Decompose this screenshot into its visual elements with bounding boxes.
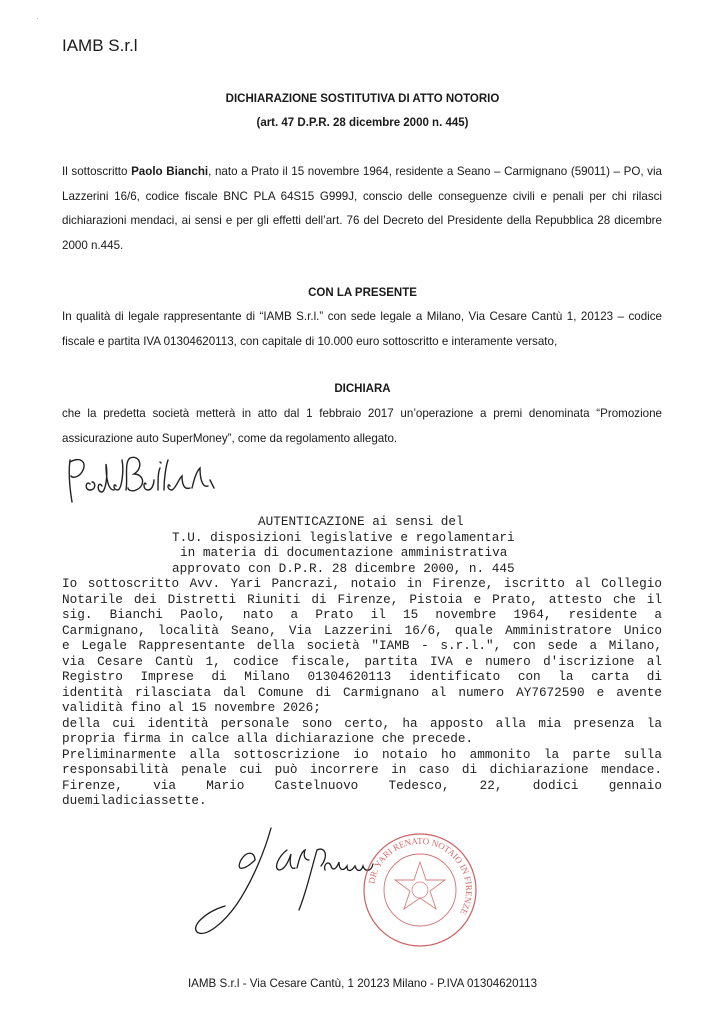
document-subtitle: (art. 47 D.P.R. 28 dicembre 2000 n. 445) bbox=[256, 117, 469, 129]
auth-header-line: AUTENTICAZIONE ai sensi del bbox=[258, 514, 464, 529]
auth-body-line: Preliminarmente alla sottoscrizione io notaio ho ammonito la parte sulla bbox=[62, 746, 662, 762]
intro-paragraph bbox=[62, 160, 662, 258]
auth-body-line: Carmignano, località Seano, Via Lazzerini 16/6, quale Amministratore Unico bbox=[62, 622, 662, 638]
section-heading-con-la-presente: CON LA PRESENTE bbox=[308, 287, 417, 299]
auth-body-line: duemiladiciassette. bbox=[62, 793, 207, 808]
notary-seal bbox=[360, 830, 480, 950]
auth-body-line: propria firma in calce alla dichiarazione che precede. bbox=[62, 731, 474, 746]
scan-mark: · bbox=[36, 14, 39, 23]
auth-body-line: identità rilasciata dal Comune di Carmignano al numero AY7672590 e avente bbox=[62, 684, 662, 700]
document-title: DICHIARAZIONE SOSTITUTIVA DI ATTO NOTORIO bbox=[225, 93, 500, 105]
intro-prefix: Il sottoscritto bbox=[62, 165, 132, 178]
page-footer: IAMB S.r.l - Via Cesare Cantù, 1 20123 Milano - P.IVA 01304620113 bbox=[187, 977, 538, 990]
auth-body-line: Firenze, via Mario Castelnuovo Tedesco, 22, dodici gennaio bbox=[62, 777, 662, 793]
auth-body-line: della cui identità personale sono certo, ha apposto alla mia presenza la bbox=[62, 715, 662, 731]
section-paragraph-con-la-presente: In qualità di legale rappresentante di “IAMB S.r.l.” con sede legale a Milano, Via Cesare Cantù 1, 20123 – codice fiscale e partita IVA 01304620113, con capitale di 10.000 euro sottoscritto e interamente versato, bbox=[62, 310, 662, 348]
auth-body-line: Notarile dei Distretti Riuniti di Firenze, Pistoia e Prato, attesto che il bbox=[62, 591, 662, 607]
auth-header-line: in materia di documentazione amministrativa bbox=[180, 545, 508, 560]
authentication-block bbox=[62, 514, 662, 809]
declarant-signature bbox=[62, 450, 222, 510]
auth-body-line: validità fino al 15 novembre 2026; bbox=[62, 700, 321, 715]
section-paragraph-dichiara: che la predetta società metterà in atto dal 1 febbraio 2017 un’operazione a premi denominata “Promozione assicurazione auto SuperMoney”, come da regolamento allegato. bbox=[62, 407, 662, 445]
intro-text: , nato a Prato il 15 novembre 1964, residente a Seano – Carmignano (59011) – PO, via Lazzerini 16/6, codice fiscale BNC PLA 64S15 G999J, conscio delle conseguenze civili e penali per chi rilasci dichiarazioni mendaci, ai sensi e per gli effetti dell’art. 76 del Decreto del Presidente della Repubblica 28 dicembre 2000 n.445. bbox=[62, 165, 662, 252]
auth-body-line: e Legale Rappresentante della società "IAMB - s.r.l.", con sede a Milano, bbox=[62, 638, 662, 653]
auth-body-line: sig. Bianchi Paolo, nato a Prato il 15 novembre 1964, residente a bbox=[62, 607, 662, 622]
auth-header-line: approvato con D.P.R. 28 dicembre 2000, n. 445 bbox=[172, 560, 515, 576]
auth-body-line: Registro Imprese di Milano 01304620113 identificato con la carta di bbox=[62, 669, 662, 684]
auth-body-line: responsabilità penale cui può incorrere in caso di dichiarazione mendace. bbox=[62, 762, 662, 777]
auth-body-line: via Cesare Cantù 1, codice fiscale, partita IVA e numero d'iscrizione al bbox=[62, 653, 662, 669]
declarant-name: Paolo Bianchi bbox=[131, 165, 209, 178]
letterhead: IAMB S.r.l bbox=[62, 36, 138, 55]
seal-text: DR. YARI RENATO NOTAIO IN FIRENZE bbox=[366, 835, 475, 917]
auth-header-line: T.U. disposizioni legislative e regolamentari bbox=[172, 529, 515, 545]
section-heading-dichiara: DICHIARA bbox=[334, 383, 391, 395]
auth-body-line: Io sottoscritto Avv. Yari Pancrazi, notaio in Firenze, iscritto al Collegio bbox=[62, 576, 662, 591]
